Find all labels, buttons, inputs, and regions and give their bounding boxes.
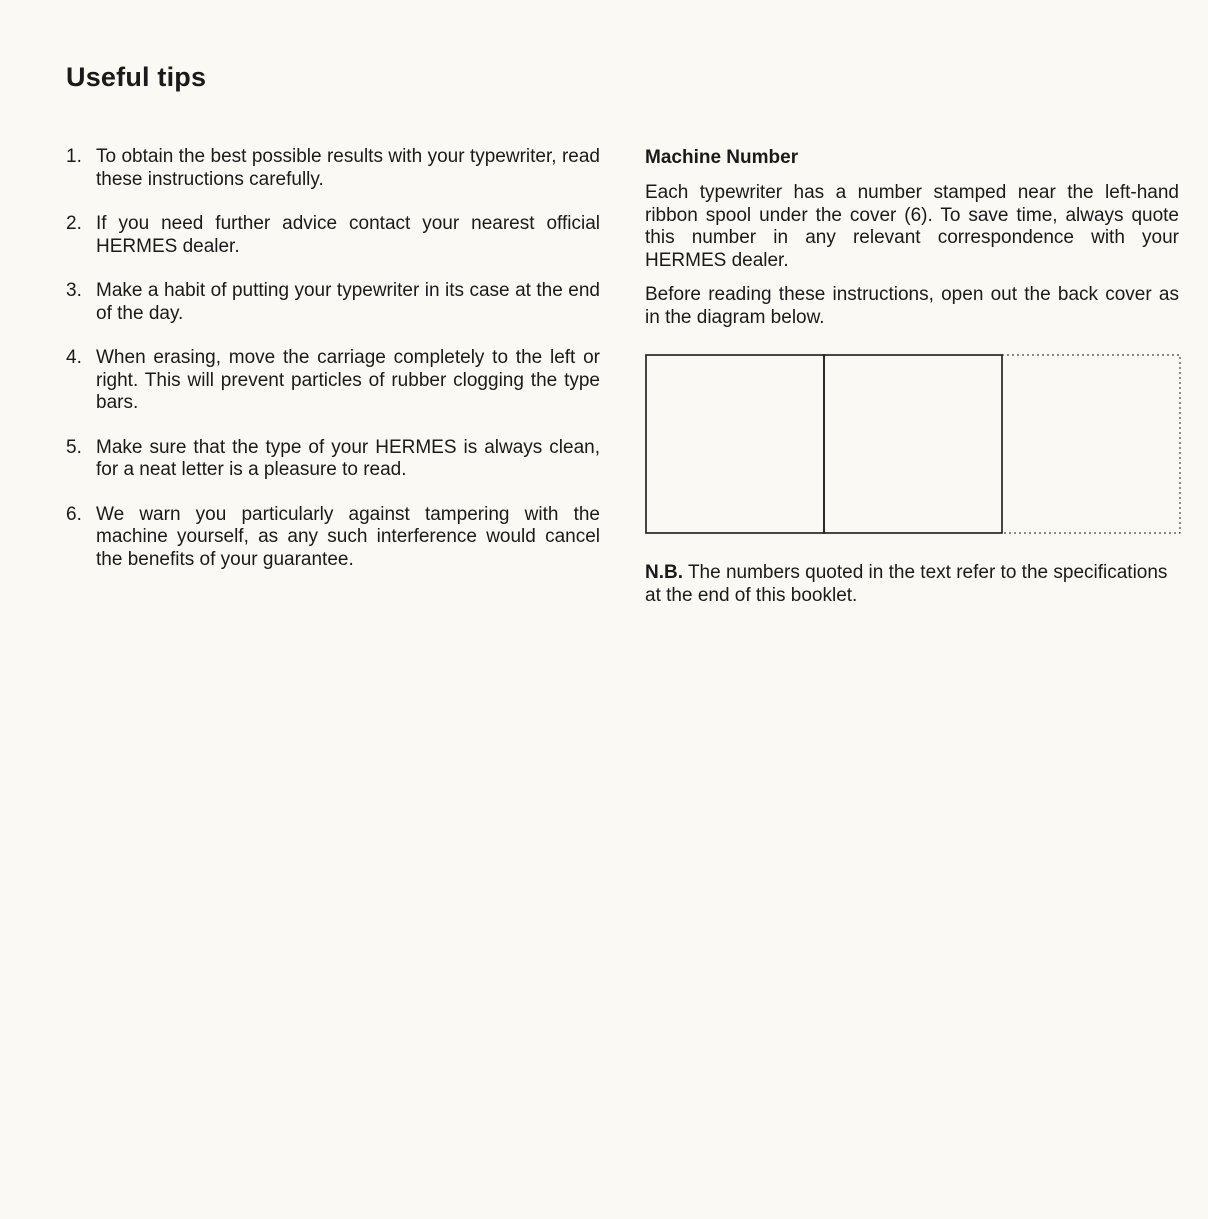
tip-text: Make a habit of putting your typewriter in its case at the end of the day. [96, 280, 600, 324]
back-cover-diagram [645, 354, 1181, 534]
tip-text: If you need further advice contact your nearest official HERMES dealer. [96, 213, 600, 257]
tip-text: We warn you particularly against tampering with the machine yourself, as any such interference would cancel the benefits of your guarantee. [96, 503, 600, 570]
footnote-label: N.B. [645, 562, 683, 583]
tip-number: 2. [66, 213, 82, 234]
back-cover-paragraph: Before reading these instructions, open out the back cover as in the diagram below. [645, 284, 1179, 328]
footnote [645, 562, 1179, 607]
page-title: Useful tips [66, 62, 207, 92]
fold-out-panel-dashed [1002, 355, 1180, 533]
tip-number: 1. [66, 146, 82, 167]
machine-number-heading: Machine Number [645, 147, 799, 168]
cover-panel-1 [646, 355, 824, 533]
tip-number: 5. [66, 436, 82, 458]
list-item [66, 437, 600, 482]
list-item [66, 280, 600, 325]
footnote-text: The numbers quoted in the text refer to the specifications at the end of this booklet. [645, 562, 1168, 606]
list-item [66, 213, 600, 258]
tip-number: 4. [66, 347, 82, 368]
list-item [66, 504, 600, 572]
cover-panel-2 [824, 355, 1002, 533]
tip-text: When erasing, move the carriage completely to the left or right. This will prevent particles of rubber clogging the type bars. [96, 347, 600, 413]
tip-text: To obtain the best possible results with your typewriter, read these instructions carefully. [96, 146, 600, 190]
tip-number: 3. [66, 280, 82, 301]
tips-list [66, 146, 600, 593]
list-item [66, 347, 600, 415]
tip-text: Make sure that the type of your HERMES is always clean, for a neat letter is a pleasure to read. [96, 436, 600, 480]
machine-number-paragraph: Each typewriter has a number stamped near the left-hand ribbon spool under the cover (6). To save time, always quote this number in any relevant correspondence with your HERMES dealer. [645, 182, 1179, 271]
machine-number-section [645, 146, 1179, 341]
tip-number: 6. [66, 503, 82, 525]
list-item [66, 146, 600, 191]
